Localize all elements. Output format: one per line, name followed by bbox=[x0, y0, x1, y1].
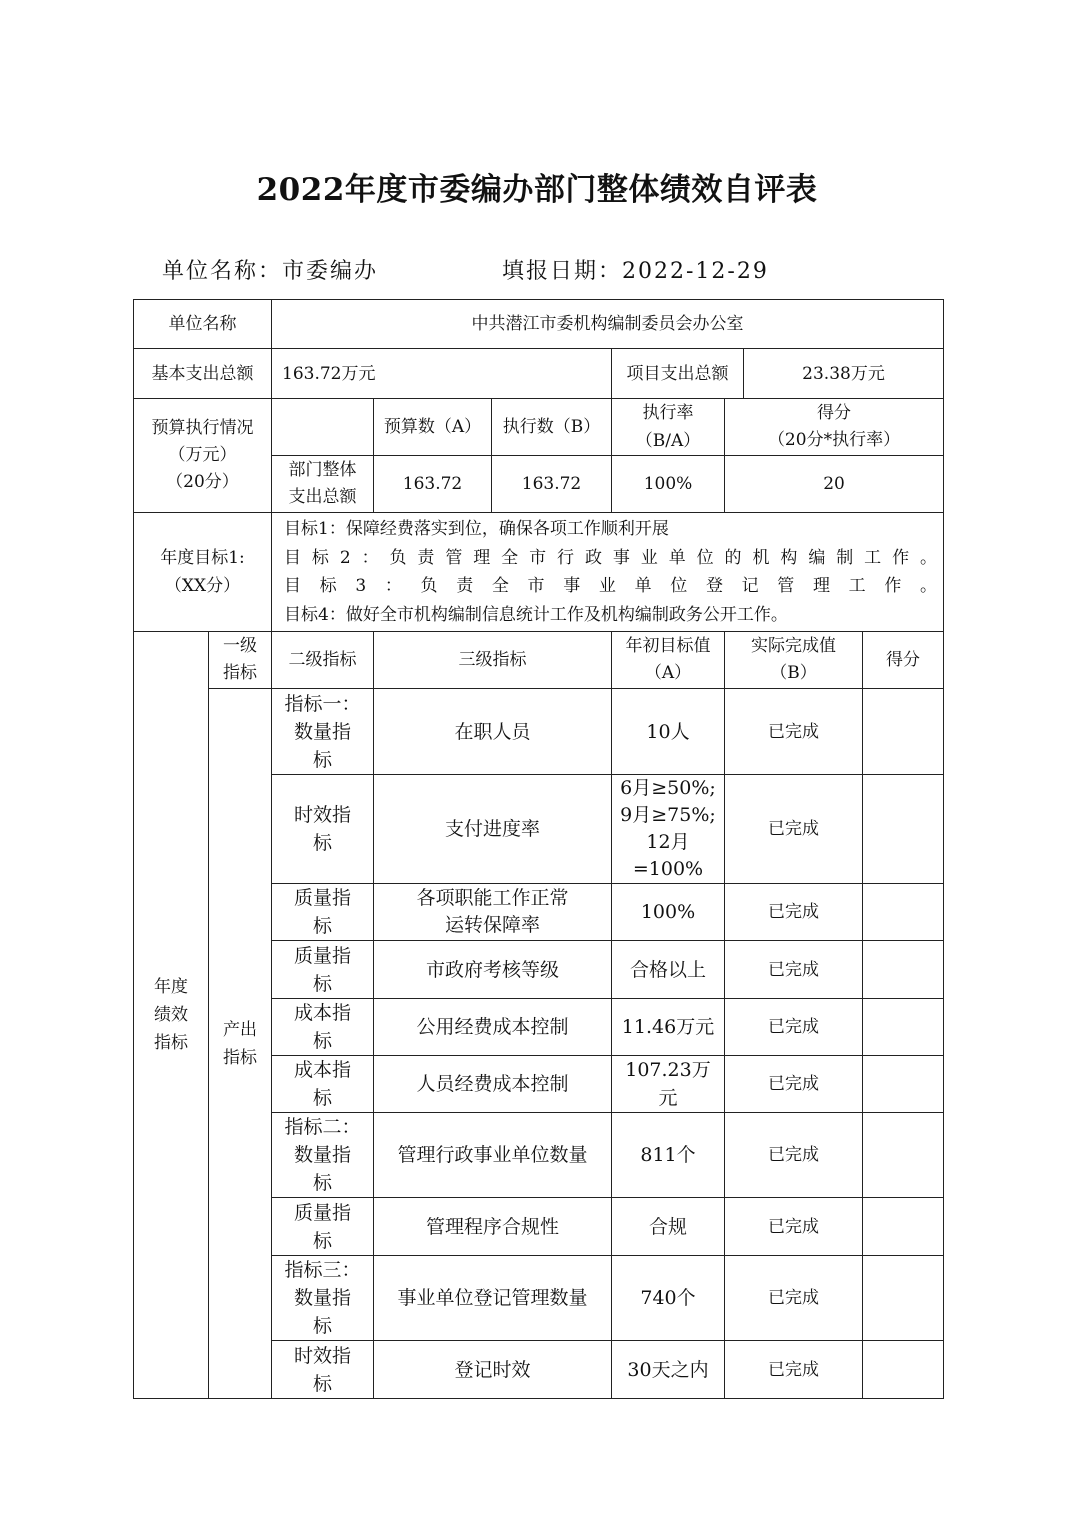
level3-indicator: 在职人员 bbox=[374, 689, 612, 775]
annual-goal-label bbox=[134, 513, 272, 632]
actual-value: 已完成 bbox=[725, 1113, 863, 1198]
budget-label-line-2: （万元） bbox=[168, 445, 237, 465]
goal-item: 目标1：保障经费落实到位，确保各项工作顺利开展 bbox=[284, 519, 669, 539]
actual-value: 已完成 bbox=[725, 775, 863, 884]
budget-row-label bbox=[272, 456, 374, 513]
project-expenditure-label: 项目支出总额 bbox=[612, 349, 744, 399]
indicator-header-row bbox=[134, 632, 944, 689]
basic-expenditure-value: 163.72万元 bbox=[272, 349, 612, 399]
budget-header-row bbox=[134, 399, 944, 456]
level2-indicator: 指标三： 数量指 标 bbox=[272, 1256, 374, 1341]
score-value bbox=[863, 1198, 944, 1256]
score-header: 得分 bbox=[863, 632, 944, 689]
actual-value: 已完成 bbox=[725, 884, 863, 941]
goal-item: 目标4：做好全市机构编制信息统计工作及机构编制政务公开工作。 bbox=[284, 604, 788, 625]
budget-col-rate: 执行率（B/A） bbox=[612, 399, 725, 456]
performance-table bbox=[133, 299, 944, 1399]
budget-score-line-2: （20分*执行率） bbox=[767, 430, 901, 450]
target-value: 107.23万元 bbox=[612, 1056, 725, 1113]
project-expenditure-value: 23.38万元 bbox=[744, 349, 944, 399]
actual-value-header: 实际完成值 （B） bbox=[725, 632, 863, 689]
level3-indicator: 事业单位登记管理数量 bbox=[374, 1256, 612, 1341]
unit-name-header: 单位名称：市委编办 bbox=[162, 259, 379, 284]
level3-indicator: 各项职能工作正常 运转保障率 bbox=[374, 884, 612, 941]
budget-col-b: 执行数（B） bbox=[492, 399, 612, 456]
level2-indicator: 成本指 标 bbox=[272, 1056, 374, 1113]
level2-indicator: 质量指 标 bbox=[272, 1198, 374, 1256]
score-value bbox=[863, 1256, 944, 1341]
level3-indicator: 登记时效 bbox=[374, 1341, 612, 1399]
actual-value: 已完成 bbox=[725, 1256, 863, 1341]
level3-indicator: 人员经费成本控制 bbox=[374, 1056, 612, 1113]
actual-value: 已完成 bbox=[725, 1198, 863, 1256]
score-value bbox=[863, 689, 944, 775]
target-value-header: 年初目标值 （A） bbox=[612, 632, 725, 689]
level2-header: 二级指标 bbox=[272, 632, 374, 689]
target-value: 100% bbox=[612, 884, 725, 941]
score-value bbox=[863, 999, 944, 1056]
target-value: 合规 bbox=[612, 1198, 725, 1256]
budget-label-line-3: （20分） bbox=[166, 472, 239, 492]
actual-value: 已完成 bbox=[725, 1056, 863, 1113]
level2-indicator: 时效指 标 bbox=[272, 775, 374, 884]
annual-goal-row bbox=[134, 513, 944, 632]
table-row bbox=[134, 689, 944, 775]
goal-item: 目标3：负责全市事业单位登记管理工作。 bbox=[284, 576, 938, 596]
target-value: 740个 bbox=[612, 1256, 725, 1341]
target-value: 811个 bbox=[612, 1113, 725, 1198]
fill-date-header: 填报日期：2022-12-29 bbox=[502, 259, 769, 284]
performance-indicator-label: 年度 绩效 指标 bbox=[134, 632, 209, 1399]
budget-execution-label bbox=[134, 399, 272, 513]
score-value bbox=[863, 775, 944, 884]
level3-header: 三级指标 bbox=[374, 632, 612, 689]
budget-empty-cell bbox=[272, 399, 374, 456]
score-value bbox=[863, 941, 944, 999]
level1-header: 一级 指标 bbox=[209, 632, 272, 689]
score-value bbox=[863, 1056, 944, 1113]
unit-name-row bbox=[134, 300, 944, 349]
budget-col-a: 预算数（A） bbox=[374, 399, 492, 456]
page-title: 2022年度市委编办部门整体绩效自评表 bbox=[256, 172, 818, 208]
budget-row-label-line-2: 支出总额 bbox=[288, 487, 357, 507]
budget-score-value: 20 bbox=[725, 456, 944, 513]
goal-item: 目标2：负责管理全市行政事业单位的机构编制工作。 bbox=[284, 547, 938, 568]
actual-value: 已完成 bbox=[725, 689, 863, 775]
score-value bbox=[863, 1113, 944, 1198]
annual-goal-list bbox=[272, 513, 944, 632]
level3-indicator: 管理程序合规性 bbox=[374, 1198, 612, 1256]
budget-b-value: 163.72 bbox=[492, 456, 612, 513]
level2-indicator: 质量指 标 bbox=[272, 941, 374, 999]
unit-name-value: 中共潜江市委机构编制委员会办公室 bbox=[272, 300, 944, 349]
score-value bbox=[863, 884, 944, 941]
budget-col-score bbox=[725, 399, 944, 456]
level2-indicator: 成本指 标 bbox=[272, 999, 374, 1056]
target-value: 10人 bbox=[612, 689, 725, 775]
target-value: 合格以上 bbox=[612, 941, 725, 999]
unit-name-label: 单位名称 bbox=[134, 300, 272, 349]
level2-indicator: 质量指 标 bbox=[272, 884, 374, 941]
actual-value: 已完成 bbox=[725, 1341, 863, 1399]
target-value: 11.46万元 bbox=[612, 999, 725, 1056]
actual-value: 已完成 bbox=[725, 999, 863, 1056]
budget-score-line-1: 得分 bbox=[817, 403, 851, 423]
budget-label-line-1: 预算执行情况 bbox=[151, 418, 254, 438]
goal-label-line-2: （XX分） bbox=[164, 576, 241, 596]
level3-indicator: 支付进度率 bbox=[374, 775, 612, 884]
actual-value: 已完成 bbox=[725, 941, 863, 999]
output-indicator-label: 产出 指标 bbox=[209, 689, 272, 1399]
basic-expenditure-label: 基本支出总额 bbox=[134, 349, 272, 399]
level2-indicator: 指标一： 数量指 标 bbox=[272, 689, 374, 775]
level2-indicator: 指标二： 数量指 标 bbox=[272, 1113, 374, 1198]
level2-indicator: 时效指 标 bbox=[272, 1341, 374, 1399]
score-value bbox=[863, 1341, 944, 1399]
target-value: 6月≥50%; 9月≥75%; 12月=100% bbox=[612, 775, 725, 884]
budget-row-label-line-1: 部门整体 bbox=[288, 460, 357, 480]
budget-rate-value: 100% bbox=[612, 456, 725, 513]
expenditure-row bbox=[134, 349, 944, 399]
budget-a-value: 163.72 bbox=[374, 456, 492, 513]
level3-indicator: 公用经费成本控制 bbox=[374, 999, 612, 1056]
level3-indicator: 管理行政事业单位数量 bbox=[374, 1113, 612, 1198]
level3-indicator: 市政府考核等级 bbox=[374, 941, 612, 999]
goal-label-line-1: 年度目标1: bbox=[160, 548, 245, 568]
target-value: 30天之内 bbox=[612, 1341, 725, 1399]
